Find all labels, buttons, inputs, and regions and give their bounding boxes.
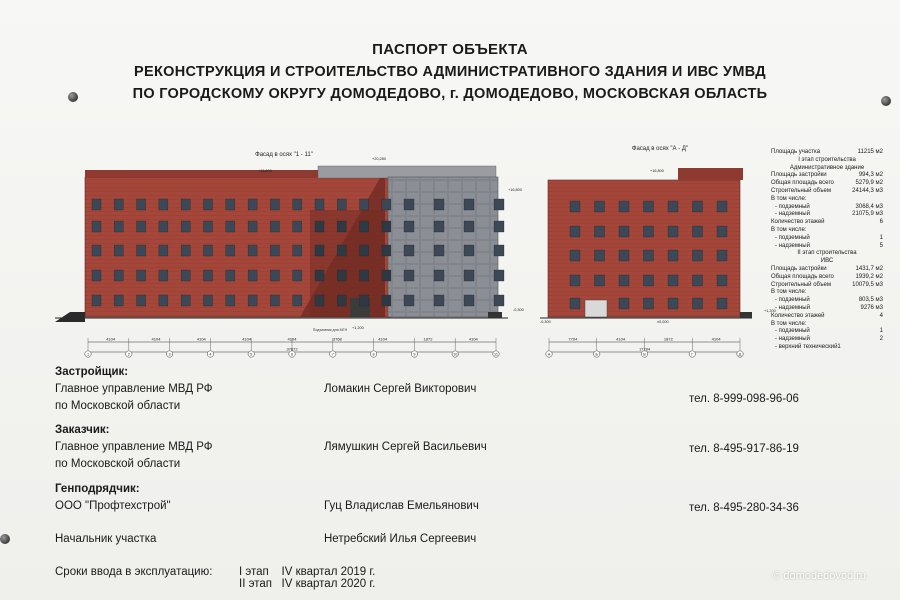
dimension-label: 4104 [287, 336, 297, 342]
window [404, 221, 414, 232]
spec-row [771, 313, 883, 321]
window [248, 199, 257, 210]
spec-row [771, 188, 883, 196]
dimension-label: 4104 [468, 336, 478, 342]
customer-org-line-2: по Московской области [55, 458, 181, 470]
window [181, 245, 190, 256]
spec-value: 24144,3 м3 [852, 187, 883, 194]
customer-label: Заказчик: [55, 424, 110, 436]
spec-key: - надземный [775, 304, 810, 311]
window [114, 221, 123, 232]
spec-row [771, 172, 883, 180]
window [270, 221, 279, 232]
spec-key: - подземный [775, 328, 810, 335]
window [226, 270, 235, 281]
window [137, 295, 146, 306]
project-title-line-2: ПО ГОРОДСКОМУ ОКРУГУ ДОМОДЕДОВО, г. ДОМОДЕДОВО, МОСКОВСКАЯ ОБЛАСТЬ [132, 86, 768, 102]
level-mark: +1,200 [352, 326, 364, 330]
spec-value: 3068,4 м3 [855, 203, 883, 210]
spec-key: - подземный [775, 203, 810, 210]
developer-org-line-1: Главное управление МВД РФ [55, 383, 213, 395]
window [717, 250, 727, 261]
chief-label: Начальник участка [55, 533, 157, 545]
window [464, 221, 474, 232]
window [570, 226, 580, 237]
level-mark: -0,300 [540, 320, 551, 324]
spec-row [771, 219, 883, 227]
axis-label: 6 [290, 352, 294, 357]
axis-label: Б [595, 352, 598, 357]
window [717, 226, 727, 237]
window [644, 226, 654, 237]
dimension-label: 4104 [711, 336, 721, 342]
window [204, 221, 213, 232]
spec-key: II этап строительства [797, 250, 857, 257]
window [693, 226, 703, 237]
contractor-person: Гуц Владислав Емельянович [324, 500, 479, 512]
lift-note: Подъемник для МГН [312, 328, 348, 332]
level-mark: +16,800 [258, 169, 272, 173]
window [92, 295, 101, 306]
contractor-phone: тел. 8-495-280-34-36 [689, 502, 799, 514]
axis-label: 3 [168, 352, 171, 357]
axis-label: В [643, 352, 646, 357]
contractor-label: Генподрядчик: [55, 483, 140, 495]
developer-org-line-2: по Московской области [55, 400, 181, 412]
window [248, 295, 257, 306]
dimension-label: 4104 [378, 336, 388, 342]
spec-key: - верхний технический1 [775, 343, 841, 350]
window [619, 275, 629, 286]
window [404, 295, 414, 306]
axis-label: А [547, 352, 551, 357]
axis-label: 4 [209, 352, 212, 357]
axis-label: 11 [494, 352, 498, 357]
axis-label: 9 [413, 352, 416, 357]
window [668, 298, 678, 309]
facade-right-title: Фасад в осях "А - Д" [631, 146, 689, 152]
window [315, 199, 324, 210]
window [494, 221, 504, 232]
window [595, 226, 605, 237]
window [434, 199, 444, 210]
spec-row [771, 227, 883, 235]
spec-key: Количество этажей [771, 312, 825, 319]
facade-left-title: Фасад в осях "1 - 11" [255, 152, 313, 158]
spec-row [771, 211, 883, 219]
spec-row [771, 250, 883, 258]
window [360, 245, 369, 256]
window [181, 270, 190, 281]
spec-row [771, 274, 883, 282]
spec-row [771, 336, 883, 344]
dimension-label: 4104 [151, 336, 161, 342]
window [382, 221, 391, 232]
window [159, 221, 168, 232]
window [159, 270, 168, 281]
window [137, 245, 146, 256]
window [494, 295, 504, 306]
spec-value: 5 [879, 242, 883, 249]
dimension-total: 37672 [286, 346, 298, 352]
project-title-line-1: РЕКОНСТРУКЦИЯ И СТРОИТЕЛЬСТВО АДМИНИСТРАТИВНОГО ЗДАНИЯ И ИВС УМВД [134, 64, 766, 80]
spec-value: 1431,7 м2 [855, 265, 883, 272]
window [114, 199, 123, 210]
window [114, 295, 123, 306]
spec-key: - надземный [775, 336, 810, 343]
customer-phone: тел. 8-495-917-86-19 [689, 443, 799, 455]
window [293, 245, 302, 256]
terms-stage-1: I этап IV квартал 2019 г. [239, 566, 376, 578]
window [644, 298, 654, 309]
spec-value: 6 [879, 219, 883, 226]
spec-key: В том числе: [771, 195, 807, 202]
developer-phone: тел. 8-999-098-96-06 [689, 393, 799, 405]
window [360, 199, 369, 210]
window [137, 199, 146, 210]
window [204, 270, 213, 281]
spec-row [771, 305, 883, 313]
window [464, 245, 474, 256]
spec-row [771, 344, 883, 352]
window [226, 199, 235, 210]
window [434, 295, 444, 306]
window [360, 270, 369, 281]
axis-label: 10 [453, 352, 458, 357]
developer-person: Ломакин Сергей Викторович [324, 383, 477, 395]
window [434, 245, 444, 256]
window [494, 245, 504, 256]
window [693, 275, 703, 286]
spec-key: I этап строительства [798, 156, 856, 163]
window [644, 201, 654, 212]
window [404, 270, 414, 281]
dimension-label: 4104 [196, 336, 206, 342]
window [337, 295, 346, 306]
window [181, 295, 190, 306]
spec-key: Строительный объем [771, 187, 831, 194]
window [434, 270, 444, 281]
chief-person: Нетребский Илья Сергеевич [324, 533, 477, 545]
window [270, 270, 279, 281]
window [204, 199, 213, 210]
window [315, 270, 324, 281]
spec-row [771, 180, 883, 188]
window [668, 201, 678, 212]
spec-row [771, 243, 883, 251]
spec-value: 1 [879, 328, 883, 335]
axis-label: 2 [127, 352, 130, 357]
spec-row [771, 149, 883, 157]
window [693, 250, 703, 261]
window [360, 221, 369, 232]
axis-label: 8 [372, 352, 375, 357]
level-mark: ±0,000 [657, 320, 669, 324]
window [595, 201, 605, 212]
window [92, 199, 101, 210]
spec-value: 4 [879, 312, 883, 319]
spec-row [771, 282, 883, 290]
spec-key: ИВС [820, 258, 834, 265]
window [619, 226, 629, 237]
page-title: ПАСПОРТ ОБЪЕКТА [372, 41, 528, 58]
dimension-label: 4104 [616, 336, 626, 342]
window [693, 201, 703, 212]
window [717, 275, 727, 286]
spec-value: 1 [879, 234, 883, 241]
window [315, 295, 324, 306]
window [337, 270, 346, 281]
window [92, 270, 101, 281]
spec-table [771, 149, 883, 352]
window [337, 245, 346, 256]
window [360, 295, 369, 306]
window [404, 199, 414, 210]
window [248, 245, 257, 256]
window [204, 245, 213, 256]
window [270, 199, 279, 210]
axis-label: 5 [250, 352, 253, 357]
window [382, 245, 391, 256]
window [270, 295, 279, 306]
window [668, 275, 678, 286]
spec-value: 5279,9 м2 [855, 180, 883, 187]
right-axes [546, 337, 743, 358]
spec-key: - надземный [775, 211, 810, 218]
window [248, 270, 257, 281]
spec-key: Строительный объем [771, 281, 831, 288]
spec-key: Площадь застройки [771, 172, 827, 179]
window [717, 201, 727, 212]
window [159, 245, 168, 256]
dimension-label: 1872 [663, 336, 673, 342]
window [570, 298, 580, 309]
spec-key: Общая площадь всего [771, 273, 834, 280]
window [619, 250, 629, 261]
axis-label: Д [738, 352, 742, 357]
spec-row [771, 235, 883, 243]
window [494, 199, 504, 210]
left-axes [85, 337, 499, 358]
spec-key: - надземный [775, 242, 810, 249]
window [226, 221, 235, 232]
window [464, 270, 474, 281]
window [382, 295, 391, 306]
window [293, 295, 302, 306]
spec-value: 994,3 м2 [858, 172, 883, 179]
window [494, 270, 504, 281]
window [644, 275, 654, 286]
window [293, 270, 302, 281]
facade-right [540, 168, 752, 318]
spec-key: - подземный [775, 297, 810, 304]
window [315, 245, 324, 256]
window [570, 250, 580, 261]
window [464, 199, 474, 210]
window [619, 298, 629, 309]
window [717, 298, 727, 309]
dimension-label: 7704 [568, 336, 578, 342]
window [668, 226, 678, 237]
spec-key: Общая площадь всего [771, 180, 834, 187]
terms-stage-2: II этап IV квартал 2020 г. [239, 578, 376, 590]
window [159, 295, 168, 306]
window [668, 250, 678, 261]
window [181, 199, 190, 210]
terms-label: Сроки ввода в эксплуатацию: [55, 566, 213, 578]
window [434, 221, 444, 232]
developer-label: Застройщик: [55, 366, 129, 378]
spec-value: 10079,5 м3 [852, 281, 883, 288]
window [137, 221, 146, 232]
spec-value: 21075,9 м3 [852, 211, 883, 218]
spec-value: 11215 м2 [857, 149, 883, 155]
window [293, 221, 302, 232]
window [293, 199, 302, 210]
window [382, 199, 391, 210]
window [114, 270, 123, 281]
dimension-label: 4104 [106, 336, 116, 342]
axis-label: 7 [331, 352, 334, 357]
window [226, 245, 235, 256]
level-mark: +20,280 [372, 157, 386, 161]
spec-row [771, 266, 883, 274]
contractor-org: ООО "Профтехстрой" [55, 500, 171, 512]
window [114, 245, 123, 256]
window [337, 221, 346, 232]
spec-row [771, 289, 883, 297]
spec-key: Площадь участка [771, 149, 821, 155]
watermark: © domodedovod.ru [772, 570, 866, 582]
window [92, 245, 101, 256]
spec-key: В том числе: [771, 289, 807, 296]
spec-row [771, 196, 883, 204]
window [382, 270, 391, 281]
window [159, 199, 168, 210]
window [595, 275, 605, 286]
window [693, 298, 703, 309]
spec-row [771, 297, 883, 305]
window [337, 199, 346, 210]
spec-value: 9276 м3 [860, 304, 883, 311]
window [204, 295, 213, 306]
window [619, 201, 629, 212]
spec-key: Административное здание [789, 164, 865, 171]
dimension-total: 17784 [638, 346, 651, 352]
axis-label: Г [691, 352, 694, 357]
window [570, 201, 580, 212]
level-mark: +16,800 [508, 188, 522, 192]
spec-key: - подземный [775, 234, 810, 241]
dimension-label: 4104 [242, 336, 252, 342]
level-mark: -0,300 [513, 308, 524, 312]
window [92, 221, 101, 232]
window [315, 221, 324, 232]
window [464, 295, 474, 306]
window [181, 221, 190, 232]
spec-value: 2 [879, 336, 883, 343]
window [644, 250, 654, 261]
spec-value: 803,5 м3 [858, 297, 883, 304]
dimension-label: 3768 [332, 336, 342, 342]
level-mark: +16,800 [650, 169, 664, 173]
spec-row [771, 258, 883, 266]
spec-row [771, 157, 883, 165]
customer-person: Лямушкин Сергей Васильевич [324, 441, 487, 453]
level-mark: +1,200 [764, 309, 776, 313]
window [270, 245, 279, 256]
customer-org-line-1: Главное управление МВД РФ [55, 441, 213, 453]
window [226, 295, 235, 306]
spec-key: Площадь застройки [771, 265, 827, 272]
spec-row [771, 328, 883, 336]
window [404, 245, 414, 256]
spec-key: В том числе: [771, 226, 807, 233]
window [137, 270, 146, 281]
dimension-label: 1872 [423, 336, 433, 342]
spec-key: В том числе: [771, 320, 807, 327]
window [570, 275, 580, 286]
window [595, 250, 605, 261]
window [248, 221, 257, 232]
axis-label: 1 [86, 352, 90, 357]
spec-value: 1939,2 м2 [855, 273, 883, 280]
spec-key: Количество этажей [771, 219, 825, 226]
